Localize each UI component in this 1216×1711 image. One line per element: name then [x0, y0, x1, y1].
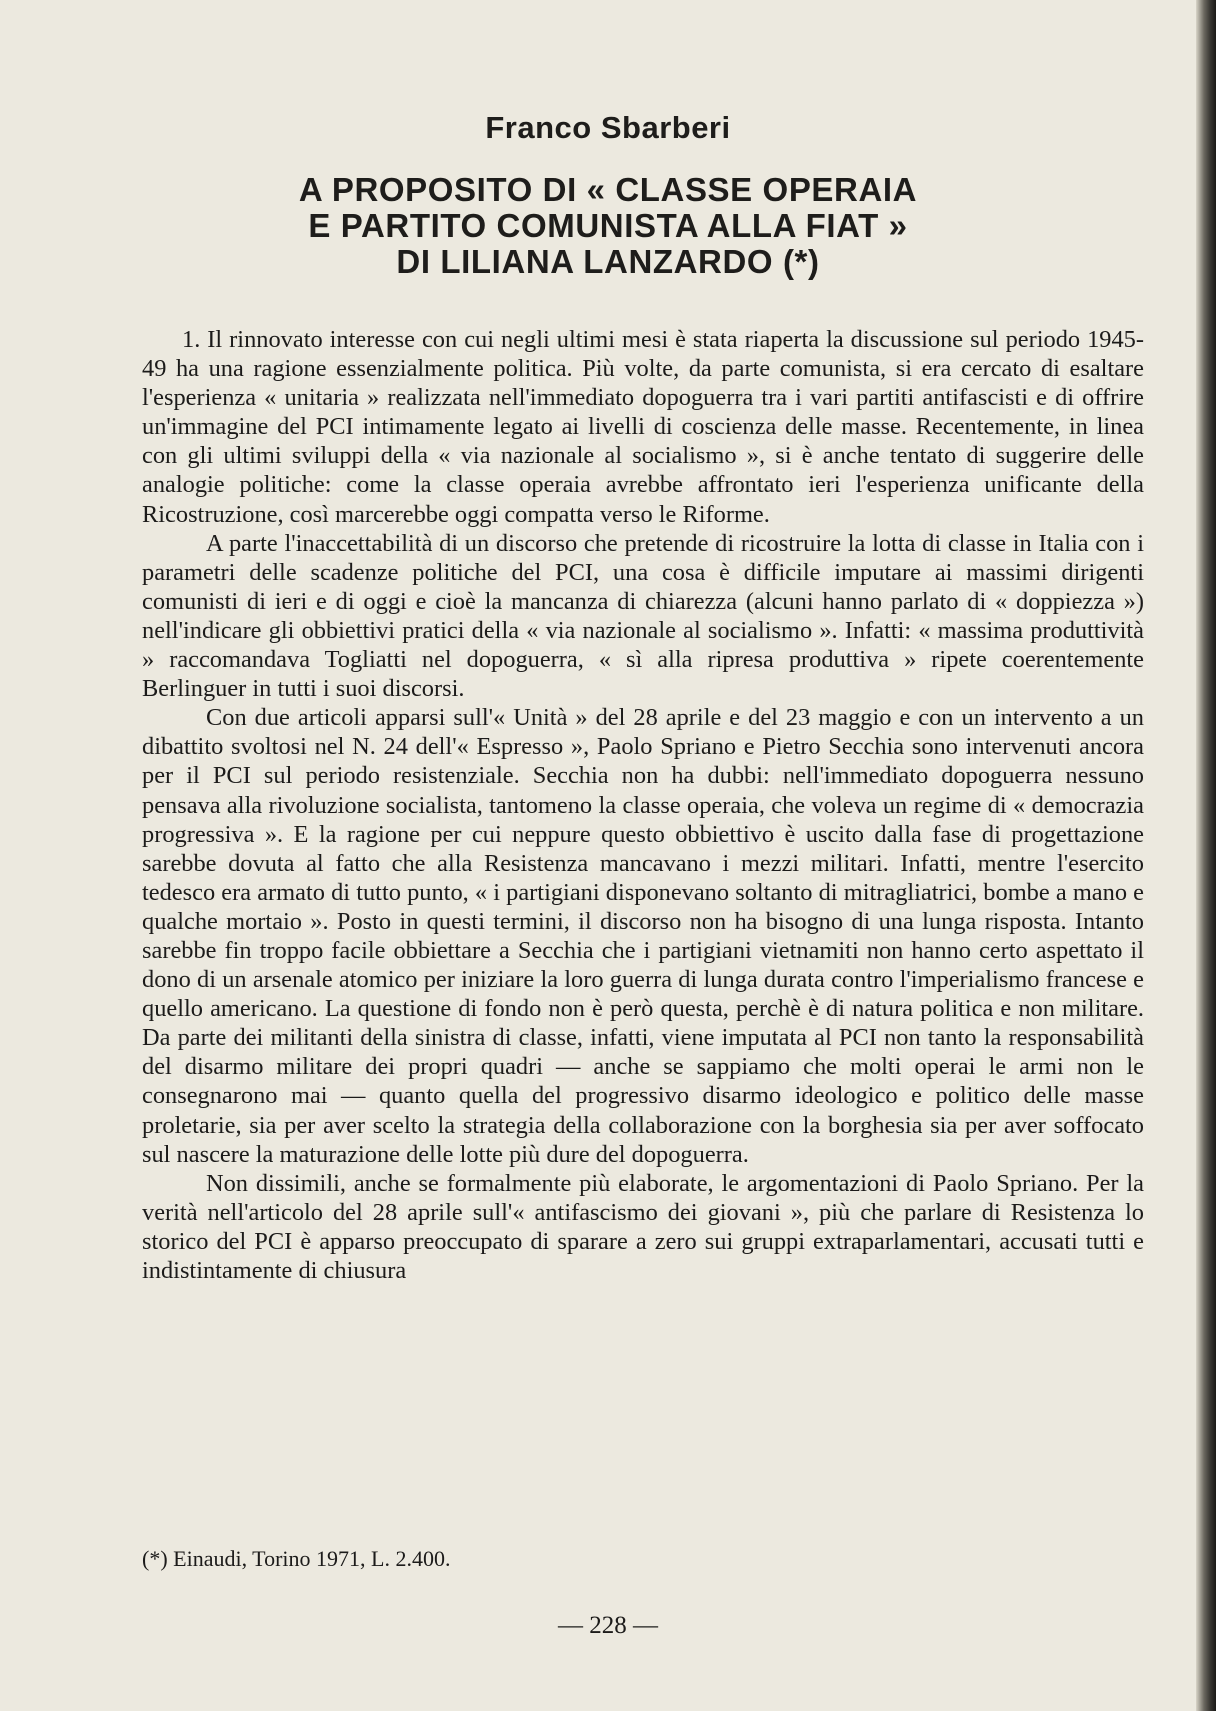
- author-name: Franco Sbarberi: [485, 110, 731, 145]
- article-title: [0, 172, 1216, 280]
- title-line: E PARTITO COMUNISTA ALLA FIAT »: [308, 207, 908, 244]
- title-line: A PROPOSITO DI « CLASSE OPERAIA: [298, 171, 918, 208]
- paragraph: A parte l'inaccettabilità di un discorso che pretende di ricostruire la lotta di classe in Italia con i parametri delle scadenze politiche del PCI, una cosa è difficile imputare ai massimi dirigenti comunisti di ieri e di oggi e cioè la mancanza di chiarezza (alcuni hanno parlato di « doppiezza ») nell'indicare gli obbiettivi pratici della « via nazionale al socialismo ». Infatti: « massima produttività » raccomandava Togliatti nel dopoguerra, « sì alla ripresa produttiva » ripete coerentemente Berlinguer in tutti i suoi discorsi.: [142, 529, 1144, 703]
- title-line: DI LILIANA LANZARDO (*): [396, 243, 820, 280]
- paragraph: 1. Il rinnovato interesse con cui negli ultimi mesi è stata riaperta la discussione sul periodo 1945-49 ha una ragione essenzialmente politica. Più volte, da parte comunista, si era cercato di esaltare l'esperienza « unitaria » realizzata nell'immediato dopoguerra tra i vari partiti antifascisti e di offrire un'immagine del PCI intimamente legato ai livelli di coscienza delle masse. Recentemente, in linea con gli ultimi sviluppi della « via nazionale al socialismo », si è anche tentato di suggerire delle analogie politiche: come la classe operaia avrebbe affrontato ieri l'esperienza unificante della Ricostruzione, così marcerebbe oggi compatta verso le Riforme.: [142, 326, 1144, 528]
- page-number: — 228 —: [558, 1612, 658, 1639]
- paragraph: Non dissimili, anche se formalmente più elaborate, le argomentazioni di Paolo Spriano. Per la verità nell'articolo del 28 aprile sull'« antifascismo dei giovani », più che parlare di Resistenza lo storico del PCI è apparso preoccupato di sparare a zero sui gruppi extraparlamentari, accusati tutti e indistintamente di chiusura: [142, 1169, 1144, 1284]
- article-body: [142, 325, 1144, 1285]
- footnote: (*) Einaudi, Torino 1971, L. 2.400.: [142, 1546, 451, 1571]
- paragraph: Con due articoli apparsi sull'« Unità » del 28 aprile e del 23 maggio e con un intervento a un dibattito svoltosi nel N. 24 dell'« Espresso », Paolo Spriano e Pietro Secchia sono intervenuti ancora per il PCI sul periodo resistenziale. Secchia non ha dubbi: nell'immediato dopoguerra nessuno pensava alla rivoluzione socialista, tantomeno la classe operaia, che voleva un regime di « democrazia progressiva ». E la ragione per cui neppure questo obbiettivo è uscito dalla fase di progettazione sarebbe dovuta al fatto che alla Resistenza mancavano i mezzi militari. Infatti, mentre l'esercito tedesco era armato di tutto punto, « i partigiani disponevano soltanto di mitragliatrici, bombe a mano e qualche mortaio ». Posto in questi termini, il discorso non ha bisogno di una lunga risposta. Intanto sarebbe fin troppo facile obbiettare a Secchia che i partigiani vietnamiti non hanno certo aspettato il dono di un arsenale atomico per iniziare la loro guerra di lunga durata contro l'imperialismo francese e quello americano. La questione di fondo non è però questa, perchè è di natura politica e non militare. Da parte dei militanti della sinistra di classe, infatti, viene imputata al PCI non tanto la responsabilità del disarmo militare dei propri quadri — anche se sappiamo che molti operai le armi non le consegnarono mai — quanto quella del progressivo disarmo ideologico e politico delle masse proletarie, sia per aver scelto la strategia della collaborazione con la borghesia sia per aver soffocato sul nascere la maturazione delle lotte più dure del dopoguerra.: [142, 704, 1144, 1168]
